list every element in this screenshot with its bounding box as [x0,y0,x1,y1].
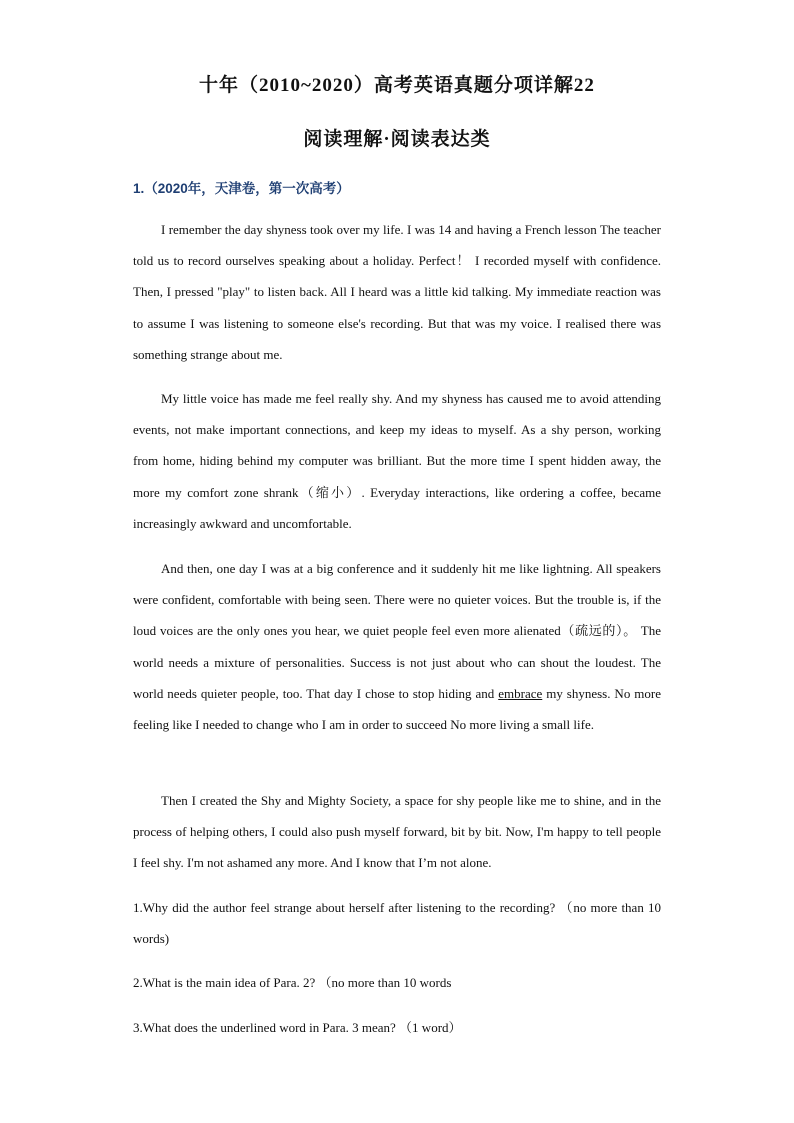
question-heading: 1.（2020年，天津卷，第一次高考） [133,181,350,196]
underlined-word: embrace [498,685,543,701]
question-3: 3.What does the underlined word in Para. 3 mean? （1 word） [133,1020,462,1035]
paragraph-3-text-end: my shyness. No more feeling like I needed to change who I am in order to succeed No more living a small life. [133,685,661,733]
passage-paragraph-3 [133,553,661,740]
passage-paragraph-4: Then I created the Shy and Mighty Society, a space for shy people like me to shine, and in the process of helping others, I could also push myself forward, bit by bit. Now, I'm happy to tell people I feel shy. I'm not ashamed any more. And I know that I’m not alone. [133,793,661,871]
passage-paragraph-1: I remember the day shyness took over my life. I was 14 and having a French lesson The teacher told us to record ourselves speaking about a holiday. Perfect！ I recorded myself with confidence. Then, I pressed "play" to listen back. All I heard was a little kid talking. My immediate reaction was to assume I was listening to someone else's recording. But that was my voice. I realised there was something strange about me. [133,222,661,362]
passage-paragraph-2: My little voice has made me feel really shy. And my shyness has caused me to avoid attending events, not make important connections, and keep my ideas to myself. As a shy person, working from home, hiding behind my computer was brilliant. But the more time I spent hidden away, the more my comfort zone shrank（缩小）. Everyday interactions, like ordering a coffee, became increasingly awkward and uncomfortable. [133,391,661,531]
question-2: 2.What is the main idea of Para. 2? （no more than 10 words [133,975,452,990]
document-title: 十年（2010~2020）高考英语真题分项详解22 [199,75,595,96]
paragraph-3-text-start: And then, one day I was at a big conference and it suddenly hit me like lightning. All speakers were confident, comfortable with being seen. There were no quieter voices. But the trouble is, if the loud voices are the only ones you hear, we quiet people feel even more alienated（疏远的）。 The world needs a mixture of personalities. Success is not just about who can shout the loudest. The world needs quieter people, too. That day I chose to stop hiding and [133,561,661,701]
document-subtitle: 阅读理解·阅读表达类 [303,129,491,150]
question-1: 1.Why did the author feel strange about herself after listening to the recording? （no more than 10 words) [133,900,661,947]
